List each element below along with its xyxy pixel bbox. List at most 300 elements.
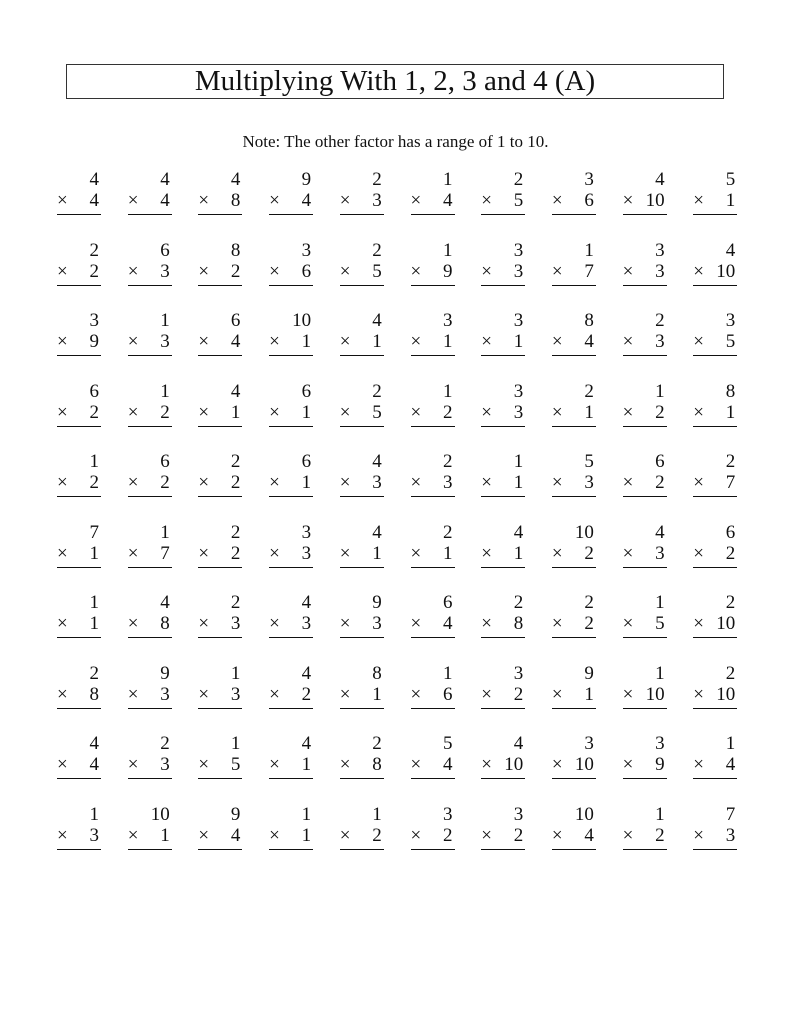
bottom-factor: 4 — [584, 331, 594, 352]
problem-row — [57, 382, 747, 453]
times-sign: × — [410, 472, 422, 493]
problem-row — [57, 523, 747, 594]
problem — [481, 805, 527, 855]
bottom-factor: 3 — [301, 613, 312, 634]
top-factor: 10 — [574, 803, 594, 825]
bottom-factor: 9 — [655, 754, 665, 775]
problem — [340, 382, 386, 432]
problem — [57, 593, 103, 643]
times-sign: × — [57, 472, 68, 493]
times-sign: × — [57, 331, 68, 352]
answer-line — [340, 214, 384, 215]
times-sign: × — [339, 542, 351, 564]
top-factor: 1 — [160, 310, 170, 331]
times-sign: × — [339, 824, 351, 846]
problem — [340, 241, 386, 291]
problem — [411, 593, 457, 643]
answer-line — [693, 355, 737, 356]
times-sign: × — [481, 190, 492, 211]
answer-line — [623, 214, 667, 215]
top-factor: 2 — [372, 733, 382, 754]
times-sign: × — [410, 613, 422, 634]
answer-line — [693, 567, 737, 568]
top-factor: 2 — [372, 239, 382, 261]
top-factor: 4 — [372, 521, 382, 543]
problem — [57, 805, 103, 855]
answer-line — [552, 567, 596, 568]
top-factor: 3 — [443, 310, 453, 331]
bottom-factor: 1 — [513, 331, 524, 352]
top-factor: 8 — [725, 380, 736, 402]
answer-line — [411, 637, 455, 638]
top-factor: 2 — [725, 451, 736, 472]
problem — [623, 593, 669, 643]
bottom-factor: 5 — [372, 260, 382, 282]
problem — [57, 734, 103, 784]
times-sign: × — [339, 613, 351, 634]
answer-line — [198, 426, 242, 427]
answer-line — [623, 285, 667, 286]
top-factor: 1 — [301, 803, 312, 825]
bottom-factor: 4 — [443, 613, 453, 634]
answer-line — [623, 849, 667, 850]
top-factor: 4 — [725, 239, 736, 261]
problem — [623, 241, 669, 291]
top-factor: 6 — [725, 521, 736, 543]
bottom-factor: 4 — [301, 190, 312, 211]
top-factor: 4 — [513, 521, 524, 543]
answer-line — [57, 355, 101, 356]
answer-line — [552, 496, 596, 497]
bottom-factor: 1 — [89, 613, 99, 634]
problem — [340, 452, 386, 502]
times-sign: × — [622, 754, 634, 775]
times-sign: × — [339, 683, 351, 705]
top-factor: 2 — [513, 169, 524, 190]
times-sign: × — [622, 683, 634, 705]
times-sign: × — [269, 683, 280, 705]
problem — [411, 805, 457, 855]
problem — [198, 382, 244, 432]
problem — [57, 241, 103, 291]
top-factor: 2 — [584, 592, 594, 613]
times-sign: × — [551, 190, 563, 211]
bottom-factor: 1 — [725, 190, 736, 211]
bottom-factor: 9 — [89, 331, 99, 352]
times-sign: × — [410, 190, 422, 211]
bottom-factor: 10 — [716, 683, 736, 705]
top-factor: 5 — [443, 733, 453, 754]
bottom-factor: 6 — [443, 683, 453, 705]
bottom-factor: 2 — [89, 401, 99, 423]
bottom-factor: 10 — [574, 754, 594, 775]
times-sign: × — [269, 542, 280, 564]
times-sign: × — [57, 824, 68, 846]
bottom-factor: 3 — [725, 824, 736, 846]
bottom-factor: 1 — [443, 542, 453, 564]
times-sign: × — [693, 683, 705, 705]
answer-line — [623, 355, 667, 356]
answer-line — [552, 426, 596, 427]
top-factor: 9 — [230, 803, 241, 825]
answer-line — [481, 637, 525, 638]
problem — [57, 523, 103, 573]
times-sign: × — [198, 754, 210, 775]
bottom-factor: 3 — [230, 613, 241, 634]
times-sign: × — [693, 613, 705, 634]
problem — [128, 734, 174, 784]
top-factor: 1 — [89, 803, 99, 825]
bottom-factor: 1 — [301, 472, 312, 493]
problem — [269, 241, 315, 291]
problem — [693, 734, 739, 784]
problem — [198, 311, 244, 361]
times-sign: × — [57, 401, 68, 423]
times-sign: × — [410, 824, 422, 846]
problem — [269, 170, 315, 220]
bottom-factor: 5 — [372, 401, 382, 423]
answer-line — [269, 567, 313, 568]
bottom-factor: 6 — [584, 190, 594, 211]
top-factor: 3 — [301, 521, 312, 543]
problem — [269, 664, 315, 714]
times-sign: × — [481, 401, 492, 423]
bottom-factor: 4 — [443, 190, 453, 211]
problem — [552, 241, 598, 291]
top-factor: 2 — [230, 451, 241, 472]
times-sign: × — [693, 824, 705, 846]
times-sign: × — [339, 472, 351, 493]
bottom-factor: 4 — [89, 754, 99, 775]
answer-line — [269, 285, 313, 286]
times-sign: × — [339, 260, 351, 282]
answer-line — [128, 496, 172, 497]
bottom-factor: 10 — [645, 190, 665, 211]
problem — [340, 523, 386, 573]
problem-row — [57, 311, 747, 382]
problem — [198, 805, 244, 855]
answer-line — [552, 214, 596, 215]
problem — [552, 523, 598, 573]
answer-line — [128, 426, 172, 427]
times-sign: × — [269, 824, 280, 846]
problem — [623, 805, 669, 855]
problem — [552, 664, 598, 714]
answer-line — [693, 426, 737, 427]
problem — [552, 170, 598, 220]
top-factor: 2 — [372, 380, 382, 402]
answer-line — [269, 637, 313, 638]
answer-line — [411, 849, 455, 850]
top-factor: 7 — [725, 803, 736, 825]
bottom-factor: 2 — [372, 824, 382, 846]
times-sign: × — [410, 754, 422, 775]
answer-line — [623, 637, 667, 638]
top-factor: 3 — [513, 380, 524, 402]
bottom-factor: 1 — [584, 683, 594, 705]
bottom-factor: 3 — [372, 190, 382, 211]
times-sign: × — [127, 683, 139, 705]
problem — [340, 170, 386, 220]
bottom-factor: 8 — [513, 613, 524, 634]
bottom-factor: 2 — [655, 824, 665, 846]
times-sign: × — [127, 472, 139, 493]
problem — [481, 382, 527, 432]
bottom-factor: 3 — [160, 683, 170, 705]
answer-line — [340, 426, 384, 427]
top-factor: 1 — [230, 733, 241, 754]
times-sign: × — [622, 190, 634, 211]
top-factor: 2 — [443, 451, 453, 472]
top-factor: 1 — [584, 239, 594, 261]
problem — [481, 734, 527, 784]
problem-row — [57, 805, 747, 876]
top-factor: 9 — [160, 662, 170, 684]
top-factor: 3 — [513, 310, 524, 331]
top-factor: 4 — [372, 310, 382, 331]
answer-line — [552, 355, 596, 356]
top-factor: 2 — [230, 521, 241, 543]
times-sign: × — [693, 542, 705, 564]
answer-line — [552, 708, 596, 709]
top-factor: 3 — [513, 662, 524, 684]
top-factor: 5 — [584, 451, 594, 472]
times-sign: × — [551, 331, 563, 352]
times-sign: × — [269, 331, 280, 352]
top-factor: 9 — [301, 169, 312, 190]
range-note: Note: The other factor has a range of 1 to 10. — [242, 132, 549, 151]
bottom-factor: 4 — [443, 754, 453, 775]
bottom-factor: 3 — [513, 260, 524, 282]
problem — [481, 311, 527, 361]
bottom-factor: 2 — [584, 542, 594, 564]
problem — [693, 170, 739, 220]
times-sign: × — [481, 824, 492, 846]
times-sign: × — [127, 542, 139, 564]
times-sign: × — [551, 472, 563, 493]
times-sign: × — [622, 824, 634, 846]
answer-line — [481, 567, 525, 568]
top-factor: 6 — [230, 310, 241, 331]
top-factor: 4 — [230, 169, 241, 190]
problem — [411, 311, 457, 361]
top-factor: 4 — [655, 169, 665, 190]
bottom-factor: 3 — [230, 683, 241, 705]
times-sign: × — [198, 331, 210, 352]
times-sign: × — [693, 754, 705, 775]
problem — [411, 523, 457, 573]
answer-line — [128, 637, 172, 638]
times-sign: × — [693, 331, 705, 352]
times-sign: × — [551, 401, 563, 423]
bottom-factor: 1 — [301, 754, 312, 775]
problem — [623, 664, 669, 714]
problem — [340, 664, 386, 714]
times-sign: × — [481, 472, 492, 493]
answer-line — [340, 285, 384, 286]
bottom-factor: 4 — [584, 824, 594, 846]
times-sign: × — [410, 683, 422, 705]
bottom-factor: 1 — [301, 401, 312, 423]
times-sign: × — [57, 542, 68, 564]
problem — [481, 452, 527, 502]
times-sign: × — [551, 683, 563, 705]
answer-line — [198, 285, 242, 286]
times-sign: × — [198, 824, 210, 846]
answer-line — [693, 285, 737, 286]
answer-line — [269, 214, 313, 215]
top-factor: 2 — [230, 592, 241, 613]
bottom-factor: 4 — [725, 754, 736, 775]
bottom-factor: 1 — [89, 542, 99, 564]
problem — [57, 664, 103, 714]
top-factor: 3 — [725, 310, 736, 331]
times-sign: × — [127, 331, 139, 352]
answer-line — [128, 355, 172, 356]
answer-line — [57, 426, 101, 427]
problem — [623, 311, 669, 361]
times-sign: × — [198, 542, 210, 564]
bottom-factor: 2 — [160, 472, 170, 493]
times-sign: × — [622, 542, 634, 564]
times-sign: × — [198, 613, 210, 634]
answer-line — [198, 214, 242, 215]
times-sign: × — [551, 613, 563, 634]
problem — [198, 170, 244, 220]
times-sign: × — [57, 260, 68, 282]
answer-line — [57, 285, 101, 286]
bottom-factor: 5 — [230, 754, 241, 775]
problem — [57, 311, 103, 361]
bottom-factor: 3 — [301, 542, 312, 564]
problem — [269, 452, 315, 502]
bottom-factor: 3 — [160, 754, 170, 775]
answer-line — [128, 214, 172, 215]
answer-line — [57, 708, 101, 709]
bottom-factor: 10 — [504, 754, 524, 775]
bottom-factor: 1 — [513, 542, 524, 564]
problem — [128, 664, 174, 714]
bottom-factor: 2 — [513, 683, 524, 705]
top-factor: 6 — [160, 451, 170, 472]
problem — [481, 523, 527, 573]
problem — [411, 170, 457, 220]
top-factor: 6 — [160, 239, 170, 261]
problem — [128, 523, 174, 573]
top-factor: 1 — [230, 662, 241, 684]
bottom-factor: 3 — [655, 260, 665, 282]
bottom-factor: 4 — [230, 331, 241, 352]
top-factor: 1 — [655, 380, 665, 402]
problem — [128, 382, 174, 432]
bottom-factor: 8 — [230, 190, 241, 211]
bottom-factor: 5 — [655, 613, 665, 634]
bottom-factor: 3 — [655, 542, 665, 564]
times-sign: × — [339, 190, 351, 211]
top-factor: 2 — [89, 239, 99, 261]
bottom-factor: 2 — [230, 542, 241, 564]
problem — [269, 805, 315, 855]
problem — [693, 593, 739, 643]
times-sign: × — [622, 613, 634, 634]
problem — [623, 734, 669, 784]
top-factor: 2 — [655, 310, 665, 331]
times-sign: × — [481, 331, 492, 352]
answer-line — [693, 637, 737, 638]
answer-line — [340, 496, 384, 497]
top-factor: 3 — [301, 239, 312, 261]
bottom-factor: 8 — [372, 754, 382, 775]
times-sign: × — [269, 260, 280, 282]
times-sign: × — [198, 401, 210, 423]
problem — [198, 523, 244, 573]
top-factor: 6 — [443, 592, 453, 613]
bottom-factor: 10 — [716, 260, 736, 282]
problem — [57, 382, 103, 432]
bottom-factor: 7 — [160, 542, 170, 564]
answer-line — [623, 496, 667, 497]
answer-line — [128, 285, 172, 286]
answer-line — [340, 355, 384, 356]
answer-line — [57, 637, 101, 638]
problem-grid — [57, 170, 747, 875]
times-sign: × — [127, 401, 139, 423]
top-factor: 1 — [655, 592, 665, 613]
answer-line — [693, 708, 737, 709]
top-factor: 2 — [725, 662, 736, 684]
bottom-factor: 3 — [513, 401, 524, 423]
top-factor: 1 — [443, 239, 453, 261]
times-sign: × — [551, 824, 563, 846]
times-sign: × — [622, 472, 634, 493]
answer-line — [269, 426, 313, 427]
problem — [693, 664, 739, 714]
problem-row — [57, 452, 747, 523]
problem — [623, 382, 669, 432]
times-sign: × — [693, 401, 705, 423]
top-factor: 1 — [89, 451, 99, 472]
problem — [340, 593, 386, 643]
times-sign: × — [481, 683, 492, 705]
top-factor: 4 — [160, 169, 170, 190]
top-factor: 3 — [443, 803, 453, 825]
top-factor: 1 — [725, 733, 736, 754]
problem — [411, 382, 457, 432]
worksheet-title: Multiplying With 1, 2, 3 and 4 (A) — [66, 64, 724, 99]
answer-line — [198, 567, 242, 568]
times-sign: × — [57, 754, 68, 775]
top-factor: 10 — [150, 803, 170, 825]
top-factor: 4 — [89, 733, 99, 754]
answer-line — [411, 285, 455, 286]
bottom-factor: 3 — [584, 472, 594, 493]
top-factor: 3 — [513, 239, 524, 261]
problem-row — [57, 664, 747, 735]
top-factor: 2 — [584, 380, 594, 402]
bottom-factor: 6 — [301, 260, 312, 282]
answer-line — [269, 355, 313, 356]
top-factor: 4 — [160, 592, 170, 613]
bottom-factor: 5 — [513, 190, 524, 211]
bottom-factor: 1 — [372, 683, 382, 705]
times-sign: × — [410, 331, 422, 352]
answer-line — [128, 708, 172, 709]
times-sign: × — [410, 401, 422, 423]
top-factor: 1 — [443, 662, 453, 684]
top-factor: 1 — [443, 380, 453, 402]
top-factor: 4 — [372, 451, 382, 472]
problem — [552, 805, 598, 855]
